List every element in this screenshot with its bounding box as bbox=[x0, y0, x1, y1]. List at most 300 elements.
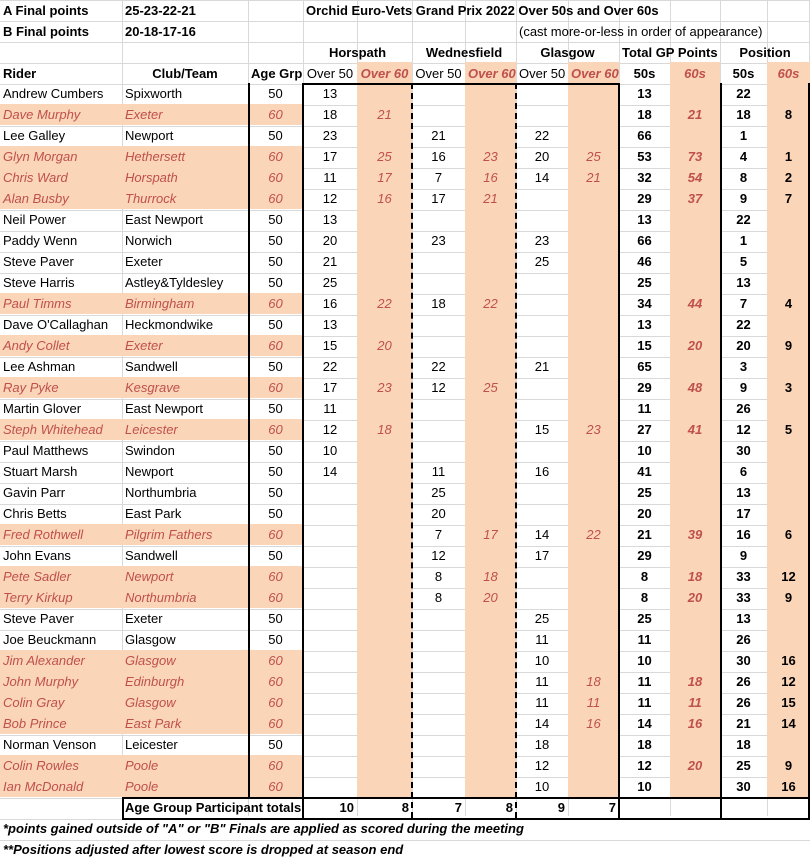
club-name[interactable]: Sandwell bbox=[125, 548, 178, 563]
position-60s[interactable]: 4 bbox=[784, 296, 793, 311]
age-group[interactable]: 60 bbox=[268, 380, 283, 395]
total-50s[interactable]: 29 bbox=[637, 191, 652, 206]
wednesfield-over50[interactable]: 25 bbox=[431, 485, 446, 500]
age-group[interactable]: 50 bbox=[268, 212, 283, 227]
horspath-over60[interactable] bbox=[357, 209, 412, 230]
rider-name[interactable]: Steve Harris bbox=[3, 275, 75, 290]
sheet-title[interactable]: Orchid Euro-Vets Grand Prix 2022 Over 50s and Over 60s bbox=[306, 3, 659, 18]
total-50s[interactable]: 20 bbox=[637, 506, 652, 521]
club-name[interactable]: East Park bbox=[125, 716, 182, 731]
glasgow-over50[interactable] bbox=[516, 503, 568, 524]
glasgow-over60[interactable]: 25 bbox=[586, 149, 601, 164]
club-name[interactable]: Horspath bbox=[125, 170, 178, 185]
wednesfield-over50[interactable] bbox=[412, 272, 465, 293]
age-group[interactable]: 50 bbox=[268, 464, 283, 479]
rider-name[interactable]: Ian McDonald bbox=[3, 779, 84, 794]
position-50s[interactable]: 30 bbox=[736, 653, 751, 668]
horspath-over60[interactable] bbox=[357, 461, 412, 482]
wednesfield-over60[interactable] bbox=[465, 692, 516, 713]
rider-name[interactable]: Glyn Morgan bbox=[3, 149, 78, 164]
horspath-over50[interactable]: 25 bbox=[322, 275, 338, 290]
age-group[interactable]: 60 bbox=[268, 779, 283, 794]
total-50s[interactable]: 21 bbox=[637, 527, 652, 542]
age-group[interactable]: 60 bbox=[268, 422, 283, 437]
age-group[interactable]: 50 bbox=[268, 611, 283, 626]
total-50s[interactable]: 66 bbox=[637, 233, 652, 248]
total-60s[interactable] bbox=[670, 629, 720, 650]
age-group[interactable]: 60 bbox=[268, 653, 283, 668]
total-60s[interactable]: 41 bbox=[687, 422, 703, 437]
glasgow-over60[interactable] bbox=[568, 440, 619, 461]
rider-name[interactable]: Ray Pyke bbox=[3, 380, 59, 395]
total-50s[interactable]: 13 bbox=[637, 317, 652, 332]
glasgow-over60[interactable] bbox=[568, 272, 619, 293]
wednesfield-over50[interactable] bbox=[412, 251, 465, 272]
wednesfield-over60[interactable] bbox=[465, 272, 516, 293]
wednesfield-over60[interactable] bbox=[465, 104, 516, 125]
wednesfield-over60[interactable]: 21 bbox=[483, 191, 498, 206]
club-name[interactable]: Hethersett bbox=[125, 149, 185, 164]
horspath-over60[interactable] bbox=[357, 314, 412, 335]
wednesfield-over60[interactable]: 17 bbox=[483, 527, 498, 542]
glasgow-over50[interactable]: 14 bbox=[534, 527, 550, 542]
position-50s[interactable]: 4 bbox=[739, 149, 748, 164]
club-name[interactable]: Norwich bbox=[125, 233, 172, 248]
wednesfield-over50[interactable] bbox=[412, 440, 465, 461]
horspath-over60[interactable] bbox=[357, 251, 412, 272]
wednesfield-over60[interactable] bbox=[465, 545, 516, 566]
horspath-over60[interactable] bbox=[357, 608, 412, 629]
total-60s[interactable]: 73 bbox=[687, 149, 703, 164]
glasgow-over60[interactable] bbox=[568, 776, 619, 797]
horspath-over60[interactable] bbox=[357, 650, 412, 671]
wednesfield-over50[interactable] bbox=[412, 83, 465, 104]
glasgow-over50[interactable]: 11 bbox=[535, 674, 549, 689]
glasgow-over50[interactable]: 14 bbox=[534, 716, 550, 731]
participant-totals-label[interactable]: Age Group Participant totals bbox=[125, 800, 302, 815]
total-60s[interactable] bbox=[670, 734, 720, 755]
horspath-over60[interactable] bbox=[357, 398, 412, 419]
wednesfield-over50[interactable]: 17 bbox=[431, 191, 446, 206]
wednesfield-over50[interactable] bbox=[412, 650, 465, 671]
wednesfield-over60[interactable] bbox=[465, 335, 516, 356]
total-50s[interactable]: 10 bbox=[637, 779, 652, 794]
footnote[interactable]: **Positions adjusted after lowest score is dropped at season end bbox=[3, 842, 404, 857]
position-60s[interactable] bbox=[767, 608, 810, 629]
glasgow-over50[interactable]: 11 bbox=[535, 695, 549, 710]
wednesfield-over50[interactable] bbox=[412, 671, 465, 692]
club-name[interactable]: Newport bbox=[125, 128, 174, 143]
position-50s[interactable]: 21 bbox=[736, 716, 751, 731]
horspath-over50[interactable] bbox=[303, 545, 357, 566]
position-50s[interactable]: 26 bbox=[736, 674, 751, 689]
glasgow-over60[interactable]: 18 bbox=[586, 674, 601, 689]
age-group[interactable]: 50 bbox=[268, 86, 283, 101]
rider-name[interactable]: Jim Alexander bbox=[3, 653, 85, 668]
horspath-over60[interactable] bbox=[357, 566, 412, 587]
club-name[interactable]: Leicester bbox=[125, 737, 178, 752]
glasgow-over50[interactable]: 23 bbox=[534, 233, 550, 248]
position-50s[interactable]: 9 bbox=[739, 548, 748, 563]
club-name[interactable]: Edinburgh bbox=[125, 674, 185, 689]
age-group[interactable]: 60 bbox=[268, 590, 283, 605]
glasgow-over50[interactable] bbox=[516, 314, 568, 335]
position-50s[interactable]: 30 bbox=[736, 779, 751, 794]
total-60s[interactable] bbox=[670, 398, 720, 419]
participant-total-h50[interactable]: 10 bbox=[339, 800, 354, 815]
position-50s[interactable]: 12 bbox=[736, 422, 751, 437]
horspath-over60[interactable] bbox=[357, 125, 412, 146]
rider-name[interactable]: Gavin Parr bbox=[3, 485, 66, 500]
position-60s[interactable] bbox=[767, 398, 810, 419]
club-name[interactable]: Glasgow bbox=[125, 632, 176, 647]
total-50s[interactable]: 11 bbox=[637, 695, 652, 710]
position-50s[interactable]: 13 bbox=[736, 485, 751, 500]
a-final-value[interactable]: 25-23-22-21 bbox=[125, 3, 196, 18]
wednesfield-over50[interactable] bbox=[412, 776, 465, 797]
horspath-over50[interactable]: 17 bbox=[322, 380, 338, 395]
header-p60[interactable]: 60s bbox=[777, 66, 800, 81]
total-60s[interactable]: 39 bbox=[687, 527, 703, 542]
horspath-over60[interactable] bbox=[357, 482, 412, 503]
club-name[interactable]: Exeter bbox=[125, 254, 163, 269]
position-50s[interactable]: 17 bbox=[736, 506, 751, 521]
club-name[interactable]: Northumbria bbox=[125, 485, 197, 500]
wednesfield-over50[interactable]: 12 bbox=[431, 548, 446, 563]
horspath-over50[interactable]: 15 bbox=[322, 338, 338, 353]
club-name[interactable]: East Newport bbox=[125, 401, 204, 416]
glasgow-over60[interactable] bbox=[568, 356, 619, 377]
horspath-over50[interactable] bbox=[303, 671, 357, 692]
glasgow-over60[interactable] bbox=[568, 755, 619, 776]
rider-name[interactable]: Bob Prince bbox=[3, 716, 67, 731]
horspath-over60[interactable] bbox=[357, 545, 412, 566]
wednesfield-over50[interactable] bbox=[412, 335, 465, 356]
age-group[interactable]: 50 bbox=[268, 737, 283, 752]
position-60s[interactable]: 14 bbox=[781, 716, 796, 731]
horspath-over50[interactable] bbox=[303, 713, 357, 734]
glasgow-over60[interactable] bbox=[568, 566, 619, 587]
position-60s[interactable] bbox=[767, 734, 810, 755]
glasgow-over50[interactable]: 10 bbox=[534, 779, 550, 794]
horspath-over50[interactable] bbox=[303, 755, 357, 776]
position-60s[interactable] bbox=[767, 356, 810, 377]
wednesfield-over50[interactable]: 7 bbox=[434, 170, 443, 185]
glasgow-over60[interactable] bbox=[568, 377, 619, 398]
total-50s[interactable]: 10 bbox=[637, 443, 652, 458]
wednesfield-over60[interactable]: 18 bbox=[483, 569, 498, 584]
horspath-over60[interactable]: 25 bbox=[377, 149, 392, 164]
wednesfield-over50[interactable] bbox=[412, 314, 465, 335]
rider-name[interactable]: John Murphy bbox=[3, 674, 79, 689]
wednesfield-over50[interactable] bbox=[412, 692, 465, 713]
total-50s[interactable]: 46 bbox=[637, 254, 652, 269]
glasgow-over60[interactable] bbox=[568, 503, 619, 524]
horspath-over50[interactable]: 10 bbox=[322, 443, 338, 458]
total-60s[interactable]: 20 bbox=[687, 758, 703, 773]
wednesfield-over50[interactable]: 8 bbox=[434, 590, 443, 605]
participant-total-g60[interactable]: 7 bbox=[608, 800, 616, 815]
age-group[interactable]: 50 bbox=[268, 233, 283, 248]
total-50s[interactable]: 32 bbox=[637, 170, 652, 185]
glasgow-over50[interactable]: 16 bbox=[534, 464, 550, 479]
total-50s[interactable]: 10 bbox=[637, 653, 652, 668]
position-50s[interactable]: 1 bbox=[739, 233, 748, 248]
club-name[interactable]: Birmingham bbox=[125, 296, 195, 311]
total-50s[interactable]: 66 bbox=[637, 128, 652, 143]
header-p50[interactable]: 50s bbox=[732, 66, 755, 81]
horspath-over50[interactable] bbox=[303, 734, 357, 755]
position-60s[interactable]: 16 bbox=[781, 779, 796, 794]
wednesfield-over60[interactable]: 20 bbox=[483, 590, 498, 605]
total-60s[interactable]: 44 bbox=[687, 296, 703, 311]
position-60s[interactable]: 12 bbox=[781, 569, 796, 584]
horspath-over60[interactable] bbox=[357, 272, 412, 293]
header-g60[interactable]: Over 60 bbox=[571, 66, 619, 81]
position-60s[interactable] bbox=[767, 251, 810, 272]
horspath-over50[interactable] bbox=[303, 524, 357, 545]
horspath-over60[interactable]: 20 bbox=[377, 338, 392, 353]
club-name[interactable]: Newport bbox=[125, 569, 174, 584]
age-group[interactable]: 50 bbox=[268, 632, 283, 647]
age-group[interactable]: 60 bbox=[268, 758, 283, 773]
glasgow-over50[interactable]: 20 bbox=[534, 149, 550, 164]
position-60s[interactable] bbox=[767, 272, 810, 293]
wednesfield-over50[interactable] bbox=[412, 629, 465, 650]
position-60s[interactable]: 6 bbox=[784, 527, 793, 542]
horspath-over50[interactable]: 13 bbox=[322, 212, 338, 227]
glasgow-over50[interactable] bbox=[516, 335, 568, 356]
age-group[interactable]: 50 bbox=[268, 443, 283, 458]
age-group[interactable]: 60 bbox=[268, 107, 283, 122]
age-group[interactable]: 60 bbox=[268, 170, 283, 185]
position-60s[interactable]: 16 bbox=[781, 653, 796, 668]
total-50s[interactable]: 11 bbox=[637, 401, 652, 416]
position-60s[interactable]: 15 bbox=[781, 695, 796, 710]
header-w50[interactable]: Over 50 bbox=[415, 66, 462, 81]
b-final-value[interactable]: 20-18-17-16 bbox=[125, 24, 196, 39]
participant-total-w50[interactable]: 7 bbox=[454, 800, 462, 815]
glasgow-over60[interactable] bbox=[568, 104, 619, 125]
position-50s[interactable]: 5 bbox=[739, 254, 748, 269]
wednesfield-over60[interactable] bbox=[465, 230, 516, 251]
position-50s[interactable]: 26 bbox=[736, 632, 751, 647]
position-50s[interactable]: 3 bbox=[739, 359, 748, 374]
wednesfield-over50[interactable]: 8 bbox=[434, 569, 443, 584]
position-60s[interactable]: 5 bbox=[784, 422, 793, 437]
wednesfield-over60[interactable] bbox=[465, 251, 516, 272]
horspath-over60[interactable]: 21 bbox=[377, 107, 392, 122]
wednesfield-over50[interactable]: 23 bbox=[431, 233, 446, 248]
wednesfield-over60[interactable] bbox=[465, 461, 516, 482]
position-60s[interactable] bbox=[767, 83, 810, 104]
position-50s[interactable]: 9 bbox=[739, 191, 748, 206]
horspath-over50[interactable] bbox=[303, 776, 357, 797]
glasgow-over60[interactable] bbox=[568, 335, 619, 356]
rider-name[interactable]: John Evans bbox=[3, 548, 71, 563]
horspath-over60[interactable] bbox=[357, 83, 412, 104]
glasgow-over50[interactable]: 22 bbox=[534, 128, 550, 143]
horspath-over50[interactable]: 14 bbox=[322, 464, 338, 479]
position-50s[interactable]: 22 bbox=[736, 86, 751, 101]
wednesfield-over60[interactable] bbox=[465, 776, 516, 797]
rider-name[interactable]: Stuart Marsh bbox=[3, 464, 78, 479]
total-60s[interactable] bbox=[670, 650, 720, 671]
position-50s[interactable]: 18 bbox=[736, 107, 751, 122]
wednesfield-over50[interactable] bbox=[412, 734, 465, 755]
glasgow-over50[interactable] bbox=[516, 440, 568, 461]
glasgow-over50[interactable] bbox=[516, 482, 568, 503]
glasgow-over50[interactable] bbox=[516, 398, 568, 419]
glasgow-over60[interactable] bbox=[568, 314, 619, 335]
total-50s[interactable]: 8 bbox=[640, 569, 649, 584]
wednesfield-over50[interactable] bbox=[412, 104, 465, 125]
position-50s[interactable]: 13 bbox=[736, 275, 751, 290]
total-60s[interactable]: 20 bbox=[687, 590, 703, 605]
glasgow-over60[interactable] bbox=[568, 230, 619, 251]
club-name[interactable]: Poole bbox=[125, 758, 159, 773]
glasgow-over60[interactable] bbox=[568, 125, 619, 146]
wednesfield-over50[interactable]: 22 bbox=[431, 359, 446, 374]
club-name[interactable]: Exeter bbox=[125, 107, 163, 122]
total-50s[interactable]: 12 bbox=[637, 758, 652, 773]
position-60s[interactable]: 7 bbox=[784, 191, 793, 206]
total-60s[interactable]: 37 bbox=[687, 191, 703, 206]
position-60s[interactable]: 12 bbox=[781, 674, 796, 689]
horspath-over50[interactable] bbox=[303, 608, 357, 629]
horspath-over60[interactable] bbox=[357, 629, 412, 650]
glasgow-over50[interactable]: 21 bbox=[534, 359, 550, 374]
wednesfield-over60[interactable] bbox=[465, 398, 516, 419]
horspath-over50[interactable]: 12 bbox=[322, 191, 338, 206]
wednesfield-over50[interactable]: 18 bbox=[431, 296, 446, 311]
header-h50[interactable]: Over 50 bbox=[306, 66, 354, 81]
wednesfield-over60[interactable] bbox=[465, 755, 516, 776]
position-60s[interactable]: 9 bbox=[784, 758, 793, 773]
position-60s[interactable]: 3 bbox=[784, 380, 793, 395]
total-60s[interactable] bbox=[670, 461, 720, 482]
horspath-over60[interactable]: 18 bbox=[377, 422, 392, 437]
position-50s[interactable]: 33 bbox=[736, 569, 751, 584]
glasgow-over50[interactable]: 14 bbox=[534, 170, 550, 185]
position-60s[interactable] bbox=[767, 503, 810, 524]
rider-name[interactable]: Steph Whitehead bbox=[3, 422, 103, 437]
club-name[interactable]: Exeter bbox=[125, 338, 163, 353]
position-60s[interactable] bbox=[767, 440, 810, 461]
wednesfield-over60[interactable] bbox=[465, 608, 516, 629]
club-name[interactable]: Pilgrim Fathers bbox=[125, 527, 213, 542]
total-50s[interactable]: 11 bbox=[637, 632, 652, 647]
glasgow-over60[interactable] bbox=[568, 188, 619, 209]
glasgow-over50[interactable]: 25 bbox=[534, 611, 550, 626]
rider-name[interactable]: Steve Paver bbox=[3, 611, 74, 626]
age-group[interactable]: 50 bbox=[268, 128, 283, 143]
wednesfield-over60[interactable] bbox=[465, 629, 516, 650]
participant-total-h60[interactable]: 8 bbox=[401, 800, 409, 815]
total-50s[interactable]: 8 bbox=[640, 590, 649, 605]
total-50s[interactable]: 13 bbox=[637, 212, 652, 227]
total-50s[interactable]: 29 bbox=[637, 380, 652, 395]
age-group[interactable]: 60 bbox=[268, 527, 283, 542]
club-name[interactable]: Sandwell bbox=[125, 359, 178, 374]
position-50s[interactable]: 13 bbox=[736, 611, 751, 626]
wednesfield-over60[interactable]: 22 bbox=[483, 296, 498, 311]
glasgow-over60[interactable] bbox=[568, 587, 619, 608]
total-60s[interactable]: 18 bbox=[687, 674, 703, 689]
position-50s[interactable]: 8 bbox=[739, 170, 748, 185]
horspath-over60[interactable]: 23 bbox=[377, 380, 392, 395]
total-50s[interactable]: 25 bbox=[637, 611, 652, 626]
glasgow-over60[interactable] bbox=[568, 608, 619, 629]
total-50s[interactable]: 18 bbox=[637, 107, 652, 122]
total-60s[interactable]: 16 bbox=[687, 716, 703, 731]
rider-name[interactable]: Chris Ward bbox=[3, 170, 68, 185]
glasgow-over60[interactable] bbox=[568, 83, 619, 104]
wednesfield-over60[interactable] bbox=[465, 419, 516, 440]
glasgow-over50[interactable] bbox=[516, 272, 568, 293]
rider-name[interactable]: Lee Galley bbox=[3, 128, 66, 143]
position-60s[interactable]: 1 bbox=[784, 149, 793, 164]
total-50s[interactable]: 11 bbox=[637, 674, 652, 689]
total-50s[interactable]: 34 bbox=[637, 296, 652, 311]
horspath-over50[interactable]: 18 bbox=[322, 107, 338, 122]
wednesfield-over50[interactable] bbox=[412, 419, 465, 440]
horspath-over50[interactable] bbox=[303, 503, 357, 524]
rider-name[interactable]: Lee Ashman bbox=[3, 359, 76, 374]
header-club[interactable]: Club/Team bbox=[152, 66, 218, 81]
club-name[interactable]: Thurrock bbox=[125, 191, 177, 206]
total-60s[interactable]: 54 bbox=[687, 170, 703, 185]
club-name[interactable]: Glasgow bbox=[125, 653, 176, 668]
total-60s[interactable] bbox=[670, 209, 720, 230]
glasgow-over60[interactable] bbox=[568, 251, 619, 272]
header-t50[interactable]: 50s bbox=[633, 66, 656, 81]
horspath-over60[interactable] bbox=[357, 503, 412, 524]
total-60s[interactable] bbox=[670, 545, 720, 566]
wednesfield-over60[interactable]: 16 bbox=[483, 170, 498, 185]
total-50s[interactable]: 53 bbox=[637, 149, 652, 164]
wednesfield-over60[interactable] bbox=[465, 713, 516, 734]
club-name[interactable]: Swindon bbox=[125, 443, 175, 458]
club-name[interactable]: Leicester bbox=[125, 422, 178, 437]
total-60s[interactable] bbox=[670, 503, 720, 524]
wednesfield-over50[interactable]: 21 bbox=[431, 128, 446, 143]
age-group[interactable]: 60 bbox=[268, 674, 283, 689]
group-header-glasgow[interactable]: Glasgow bbox=[540, 45, 595, 60]
horspath-over50[interactable]: 17 bbox=[322, 149, 338, 164]
position-50s[interactable]: 26 bbox=[736, 401, 751, 416]
position-60s[interactable] bbox=[767, 125, 810, 146]
age-group[interactable]: 60 bbox=[268, 191, 283, 206]
rider-name[interactable]: Chris Betts bbox=[3, 506, 67, 521]
glasgow-over60[interactable]: 23 bbox=[586, 422, 601, 437]
total-50s[interactable]: 65 bbox=[637, 359, 652, 374]
age-group[interactable]: 60 bbox=[268, 695, 283, 710]
position-60s[interactable]: 9 bbox=[784, 590, 793, 605]
rider-name[interactable]: Colin Rowles bbox=[3, 758, 79, 773]
rider-name[interactable]: Fred Rothwell bbox=[3, 527, 84, 542]
glasgow-over50[interactable]: 17 bbox=[534, 548, 550, 563]
horspath-over50[interactable]: 12 bbox=[322, 422, 338, 437]
total-60s[interactable]: 18 bbox=[687, 569, 703, 584]
rider-name[interactable]: Alan Busby bbox=[3, 191, 69, 206]
total-50s[interactable]: 27 bbox=[637, 422, 652, 437]
glasgow-over60[interactable] bbox=[568, 482, 619, 503]
glasgow-over60[interactable]: 16 bbox=[586, 716, 601, 731]
horspath-over60[interactable] bbox=[357, 671, 412, 692]
club-name[interactable]: Northumbria bbox=[125, 590, 197, 605]
glasgow-over50[interactable]: 18 bbox=[534, 737, 550, 752]
